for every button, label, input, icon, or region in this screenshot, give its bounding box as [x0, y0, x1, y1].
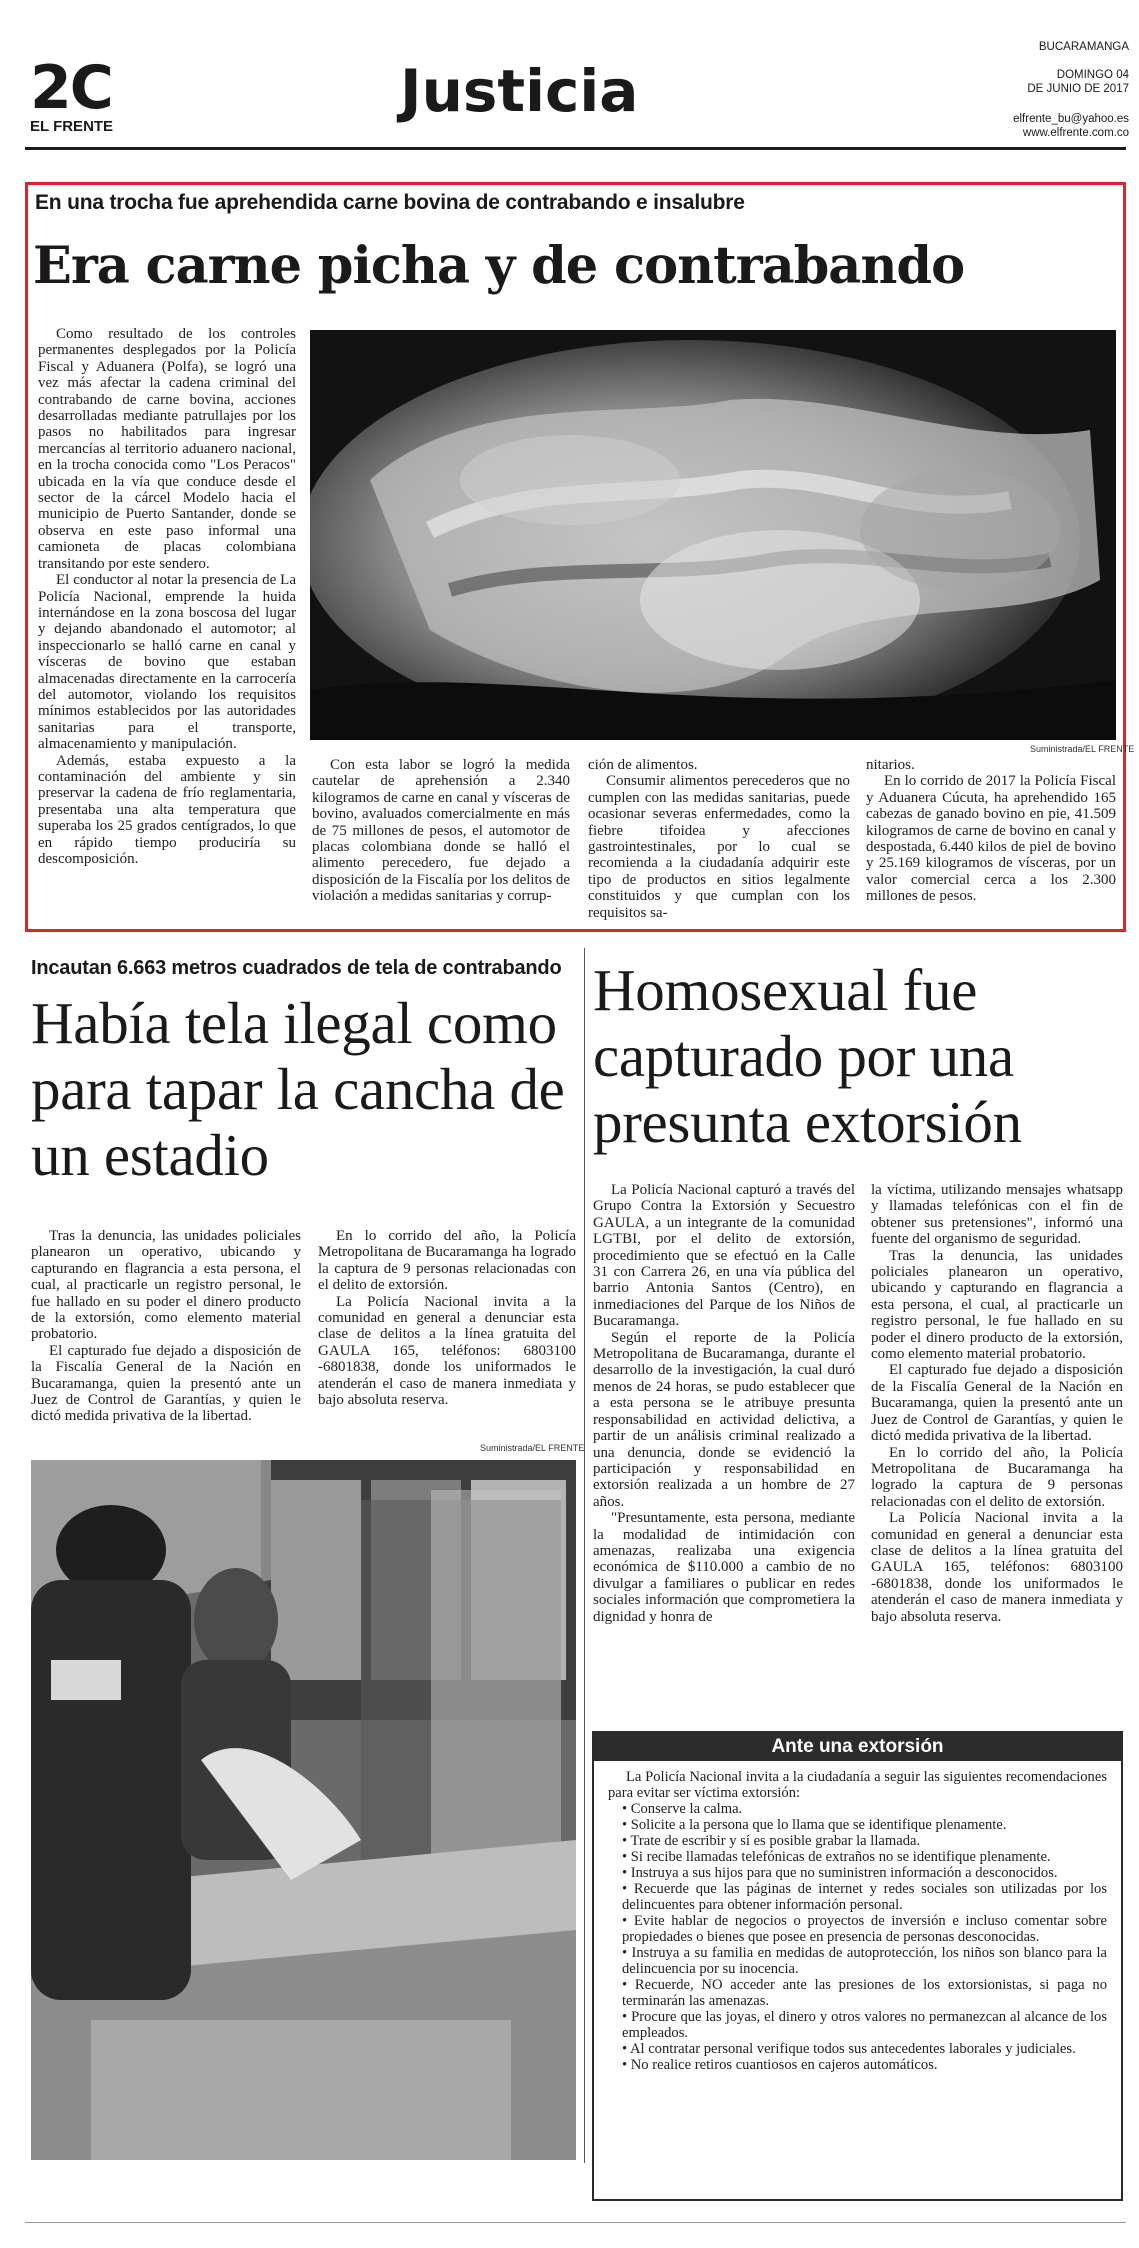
date-line-1: DOMINGO 04: [1056, 69, 1129, 81]
tip-item: • Procure que las joyas, el dinero y otros valores no permanezcan al alcance de los empleados.: [622, 2009, 1107, 2041]
tip-item: • Instruya a sus hijos para que no suministren información a desconocidos.: [622, 1865, 1107, 1881]
story3-column-1: [593, 1182, 855, 1625]
extortion-tips-body: [594, 1761, 1121, 2073]
column-divider: [584, 948, 585, 2163]
tip-item: • Recuerde que las páginas de internet y redes sociales son utilizadas por los delincuentes para obtener información personal.: [622, 1881, 1107, 1913]
tip-item: • Instruya a su familia en medidas de autoprotección, los niños son blanco para la delincuencia por su inocencia.: [622, 1945, 1107, 1977]
fabric-store-photo-image: [31, 1460, 576, 2160]
story2-headline: Había tela ilegal como para tapar la cancha de un estadio: [31, 990, 565, 1188]
story1-paragraph: Como resultado de los controles permanentes desplegados por la Policía Fiscal y Aduanera (Polfa), se logró una vez más afectar la cadena criminal del contrabando de carne bovina, acciones desarrolladas mediante patrullajes por los pasos no habilitados para ingresar mercancías al territorio aduanero nacional, en la trocha conocida como "Los Peracos" ubicada en la vía que conduce desde el sector de la cárcel Modelo hacia el municipio de Puerto Santander, donde se observa en este paso informal una camioneta de placas colombiana transitando por este sendero.: [38, 326, 296, 572]
story2-paragraph: La Policía Nacional invita a la comunidad en general a denunciar esta clase de delitos a la línea gratuita del GAULA 165, teléfonos: 6803100 -6801838, donde los uniformados le atenderán el caso de manera inmediata y bajo absoluta reserva.: [318, 1293, 576, 1409]
story1-paragraph: Además, estaba expuesto a la contaminación del ambiente y sin preservar la cadena de frío reglamentaria, presentaba una alta temperatura que superaba los 25 grados centígrados, lo que en rápido tiempo produciría su descomposición.: [38, 752, 296, 867]
meat-photo-image: [310, 330, 1116, 740]
story3-paragraph: "Presuntamente, esta persona, mediante la modalidad de intimidación con amenazas, realizaba una exigencia económica de $110.000 a cambio de no divulgar a familiares o publicar en redes sociales información que comprometiera la dignidad y honra de: [593, 1510, 855, 1625]
tip-item: • No realice retiros cuantiosos en cajeros automáticos.: [622, 2057, 1107, 2073]
page-bottom-rule: [25, 2222, 1126, 2223]
city: BUCARAMANGA: [1038, 41, 1129, 53]
tip-item: • Al contratar personal verifique todos sus antecedentes laborales y judiciales.: [622, 2041, 1107, 2057]
story1-paragraph: Con esta labor se logró la medida cautelar de aprehensión a 2.340 kilogramos de carne en canal y vísceras de bovino, avaluados comercialmente en más de 75 millones de pesos, el automotor de placas colombiana donde se halló el alimento perecedero, fue dejado a disposición de la Fiscalía por los delitos de violación a medidas sanitarias y corrup-: [312, 757, 570, 905]
story2-column-1: [31, 1228, 301, 1425]
story1-column-1: [38, 326, 296, 867]
story3-paragraph: En lo corrido del año, la Policía Metropolitana de Bucaramanga ha logrado la captura de 9 personas relacionadas con el delito de extorsión.: [871, 1444, 1123, 1510]
masthead-rule: [25, 147, 1126, 150]
tip-item: • Conserve la calma.: [622, 1801, 1107, 1817]
story1-headline: Era carne picha y de contrabando: [33, 236, 965, 296]
story2-photo-credit: Suministrada/EL FRENTE: [480, 1443, 585, 1453]
contact-email[interactable]: elfrente_bu@yahoo.es: [1013, 113, 1129, 125]
story2-kicker: Incautan 6.663 metros cuadrados de tela de contrabando: [31, 957, 562, 979]
story1-paragraph: ción de alimentos.: [588, 757, 698, 773]
section-title: Justicia: [400, 57, 639, 125]
extortion-tips-intro: La Policía Nacional invita a la ciudadanía a seguir las siguientes recomendaciones para evitar ser víctima extorsión:: [608, 1769, 1107, 1801]
story3-paragraph: El capturado fue dejado a disposición de la Fiscalía General de la Nación en Bucaramanga, quien la presentó ante un Juez de Control de Garantías, y quien le dictó medida privativa de la libertad.: [871, 1362, 1123, 1445]
story3-paragraph: Según el reporte de la Policía Metropolitana de Bucaramanga, durante el desarrollo de la investigación, la cual duró menos de 24 horas, se pudo establecer que a esta persona se le atribuye presunta responsabilidad en actividad delictiva, a partir de un análisis criminal realizado a una denuncia, donde se evidenció la participación y responsabilidad en extorsión realizada a un hombre de 27 años.: [593, 1329, 855, 1510]
story1-paragraph: El conductor al notar la presencia de La Policía Nacional, emprende la huida internándose en la zona boscosa del lugar y dejando abandonado el automotor; al inspeccionarlo se halló carne en canal y vísceras de bovino que estaban almacenadas directamente en la carrocería del automotor, violando los requisitos mínimos establecidos por las autoridades sanitarias para el transporte, almacenamiento y manipulación.: [38, 572, 296, 753]
story2-photo: [31, 1460, 576, 2160]
story1-kicker: En una trocha fue aprehendida carne bovina de contrabando e insalubre: [35, 191, 745, 214]
tip-item: • Trate de escribir y sí es posible grabar la llamada.: [622, 1833, 1107, 1849]
story3-paragraph: La Policía Nacional capturó a través del Grupo Contra la Extorsión y Secuestro GAULA, a un integrante de la comunidad LGTBI, por el delito de extorsión, procedimiento que se efectuó en la Calle 31 con Carrera 26, en una vía pública del barrio Antonia Santos (Centro), en inmediaciones del Parque de los Niños de Bucaramanga.: [593, 1182, 855, 1330]
story1-column-2: [312, 757, 570, 905]
story3-headline: Homosexual fue capturado por una presunta extorsión: [593, 957, 1022, 1155]
story1-paragraph: Consumir alimentos perecederos que no cumplen con las medidas sanitarias, puede ocasionar severas enfermedades, como la fiebre tifoidea y afecciones gastrointestinales, por lo cual se recomienda a la ciudadanía adquirir este tipo de productos en sitios legalmente constituidos y que cumplan con los requisitos sa-: [588, 773, 850, 921]
story1-column-3: [588, 757, 850, 921]
story2-column-2: [318, 1228, 576, 1408]
page-number: 2C: [30, 53, 112, 123]
story1-paragraph: nitarios.: [866, 757, 915, 773]
story1-photo: [310, 330, 1116, 740]
publication-name: EL FRENTE: [30, 118, 114, 135]
story1-column-4: [866, 757, 1116, 905]
tip-item: • Evite hablar de negocios o proyectos de inversión e incluso comentar sobre propiedades o bienes que posee en presencia de personas desconocidas.: [622, 1913, 1107, 1945]
story1-paragraph: En lo corrido de 2017 la Policía Fiscal y Aduanera Cúcuta, ha aprehendido 165 cabezas de ganado bovino en pie, 41.509 kilogramos de carne de bovino en canal y despostada, 6.440 kilos de piel de bovino y 25.169 kilogramos de vísceras, por un valor comercial cerca a los 2.300 millones de pesos.: [866, 773, 1116, 905]
story1-photo-credit: Suministrada/EL FRENTE: [1030, 744, 1135, 754]
extortion-tips-list: [608, 1801, 1107, 2073]
tip-item: • Solicite a la persona que lo llama que se identifique plenamente.: [622, 1817, 1107, 1833]
tip-item: • Si recibe llamadas telefónicas de extraños no se identifique plenamente.: [622, 1849, 1107, 1865]
date-line-2: DE JUNIO DE 2017: [1027, 83, 1129, 95]
story3-column-2: [871, 1182, 1123, 1625]
extortion-tips-title: Ante una extorsión: [594, 1733, 1121, 1761]
extortion-tips-box: [592, 1731, 1123, 2201]
tip-item: • Recuerde, NO acceder ante las presiones de los extorsionistas, si paga no terminarán las amenazas.: [622, 1977, 1107, 2009]
story3-paragraph: La Policía Nacional invita a la comunidad en general a denunciar esta clase de delitos a la línea gratuita del GAULA 165, teléfonos: 6803100 -6801838, donde los uniformados le atenderán el caso de manera inmediata y bajo absoluta reserva.: [871, 1510, 1123, 1625]
website-link[interactable]: www.elfrente.com.co: [1022, 127, 1129, 139]
story3-paragraph: Tras la denuncia, las unidades policiales planearon un operativo, ubicando y capturando en flagrancia a esta persona, el cual, al practicarle un registro personal, le fue hallado en su poder el dinero producto de la extorsión, como elemento material probatorio.: [871, 1247, 1123, 1363]
story2-paragraph: En lo corrido del año, la Policía Metropolitana de Bucaramanga ha logrado la captura de 9 personas relacionadas con el delito de extorsión.: [318, 1228, 576, 1294]
story2-paragraph: Tras la denuncia, las unidades policiales planearon un operativo, ubicando y capturando en flagrancia a esta persona, el cual, al practicarle un registro personal, le fue hallado en su poder el dinero producto de la extorsión, como elemento material probatorio.: [31, 1228, 301, 1343]
story3-paragraph: la víctima, utilizando mensajes whatsapp y llamadas telefónicas con el fin de obtener sus pretensiones", informó una fuente del organismo de seguridad.: [871, 1182, 1123, 1248]
story2-paragraph: El capturado fue dejado a disposición de la Fiscalía General de la Nación en Bucaramanga, quien la presentó ante un Juez de Control de Garantías, y quien le dictó medida privativa de la libertad.: [31, 1342, 301, 1425]
